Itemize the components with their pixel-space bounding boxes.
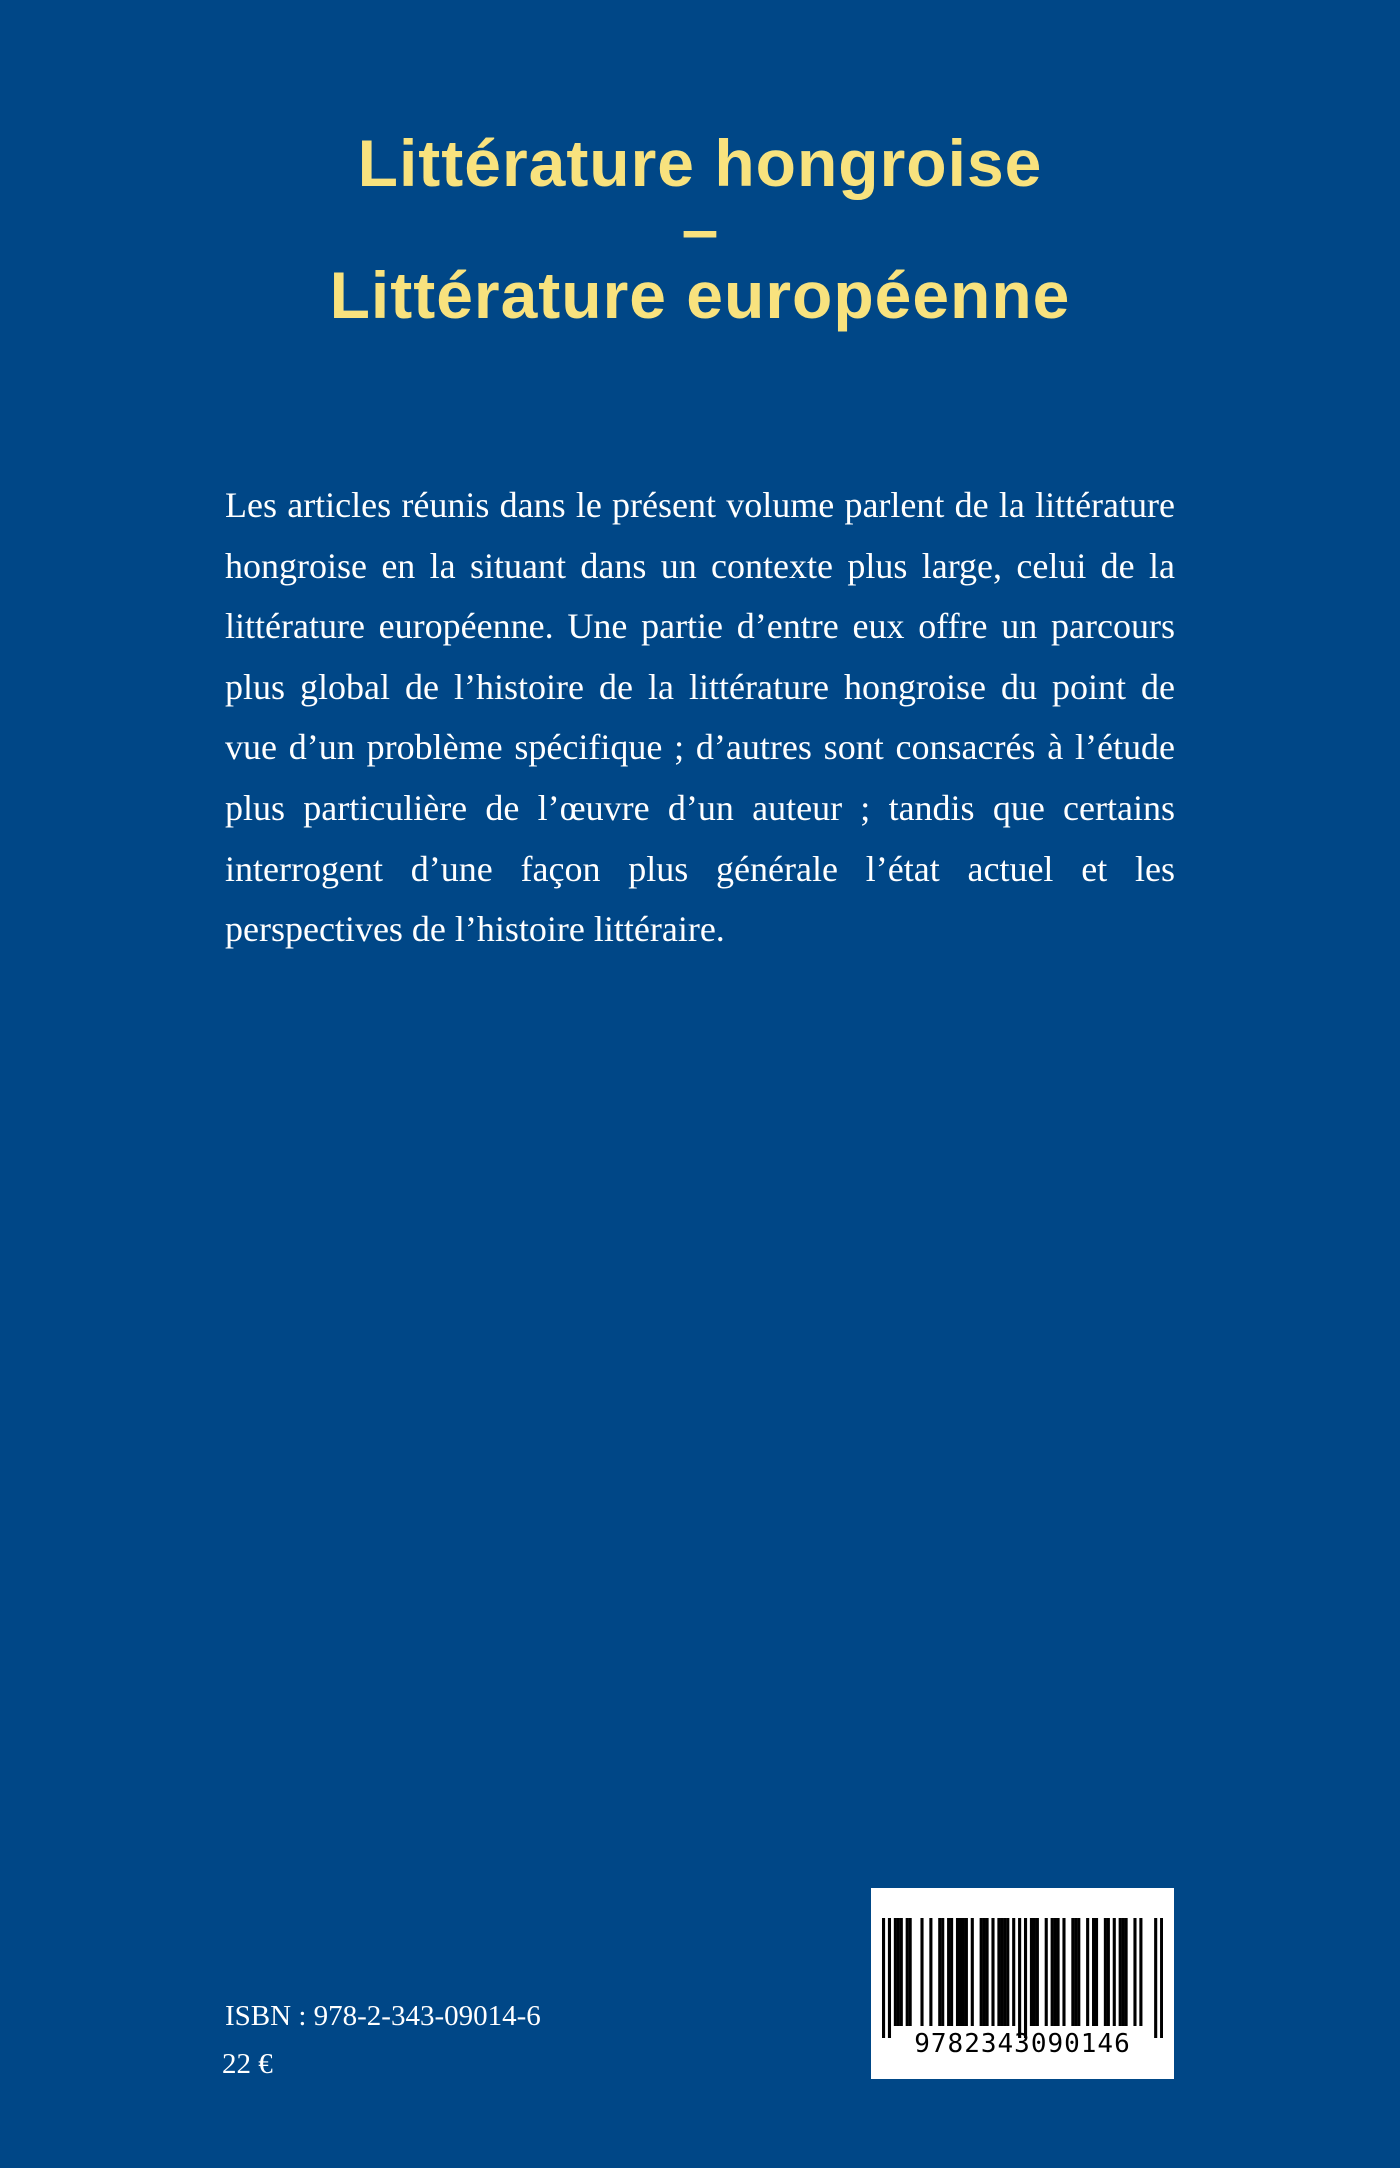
barcode-bar [959,1918,962,2026]
barcode-bar [1054,1918,1057,2026]
barcode-bar [1139,1918,1142,2026]
barcode-bar [971,1918,974,2026]
barcode-bar [920,1918,923,2026]
barcode-bar [1000,1918,1003,2026]
barcode-bar [897,1918,900,2026]
barcode-bar [1003,1918,1006,2026]
barcode-bar [997,1918,1000,2026]
barcode-bar [1092,1918,1095,2026]
title-line-1: Littérature hongroise [357,126,1043,200]
barcode-bar [1104,1918,1107,2026]
barcode-bar [900,1918,903,2026]
barcode-digits: 9782343090146 [914,2029,1131,2059]
barcode-bar [1074,1918,1077,2026]
barcode-bar [882,1918,885,2038]
barcode-bar [1086,1918,1089,2026]
barcode-bar [1107,1918,1110,2026]
barcode-bar [986,1918,989,2026]
barcode-bar [1125,1918,1128,2026]
barcode-bar [1160,1918,1163,2038]
price-text: 22 € [222,2048,273,2080]
barcode-bar [894,1918,897,2026]
barcode-bar [941,1918,944,2026]
barcode-bar [909,1918,912,2026]
barcode-bar [929,1918,932,2026]
barcode-bar [1077,1918,1080,2026]
title-dash: – [681,192,719,266]
barcode-bar [991,1918,994,2026]
barcode-bar [1024,1918,1027,2038]
barcode-bar [1006,1918,1009,2026]
barcode-bar [1113,1918,1116,2026]
barcode-bar [1030,1918,1033,2026]
barcode-bar [1018,1918,1021,2038]
barcode-bar [1012,1918,1015,2026]
barcode-bar [947,1918,950,2026]
barcode-bar [965,1918,968,2026]
barcode-bar [1062,1918,1065,2026]
barcode-bar [950,1918,953,2026]
barcode-bar [938,1918,941,2026]
barcode-bar [1071,1918,1074,2026]
barcode-bar [1057,1918,1060,2026]
barcode-bar [1045,1918,1048,2026]
barcode-bar [962,1918,965,2026]
barcode-bar [906,1918,909,2026]
barcode-bar [888,1918,891,2038]
barcode-bar [980,1918,983,2026]
barcode-bars [882,1918,1163,2038]
barcode [871,1888,1174,2079]
barcode-bar [1051,1918,1054,2026]
barcode-bar [1133,1918,1136,2026]
blurb-text: Les articles réunis dans le présent volume parlent de la littérature hongroise en la situant dans un contexte plus large, celui de la littérature européenne. Une partie d’entre eux offre un parcours plus global de l’histoire de la littérature hongroise du point de vue d’un problème spécifique ; d’autres sont consacrés à l’étude plus particulière de l’œuvre d’un auteur ; tandis que certains interrogent d’une façon plus générale l’état actuel et les perspectives de l’histoire littéraire. [225,485,1175,950]
title-line-2: Littérature européenne [329,258,1071,332]
barcode-bar [1154,1918,1157,2038]
barcode-bar [1033,1918,1036,2026]
book-title [150,126,1250,332]
barcode-bar [1122,1918,1125,2026]
isbn-text: ISBN : 978-2-343-09014-6 [225,2000,541,2032]
barcode-bar [1036,1918,1039,2026]
barcode-bar [956,1918,959,2026]
barcode-bar [983,1918,986,2026]
barcode-bar [1095,1918,1098,2026]
barcode-bar [1119,1918,1122,2026]
